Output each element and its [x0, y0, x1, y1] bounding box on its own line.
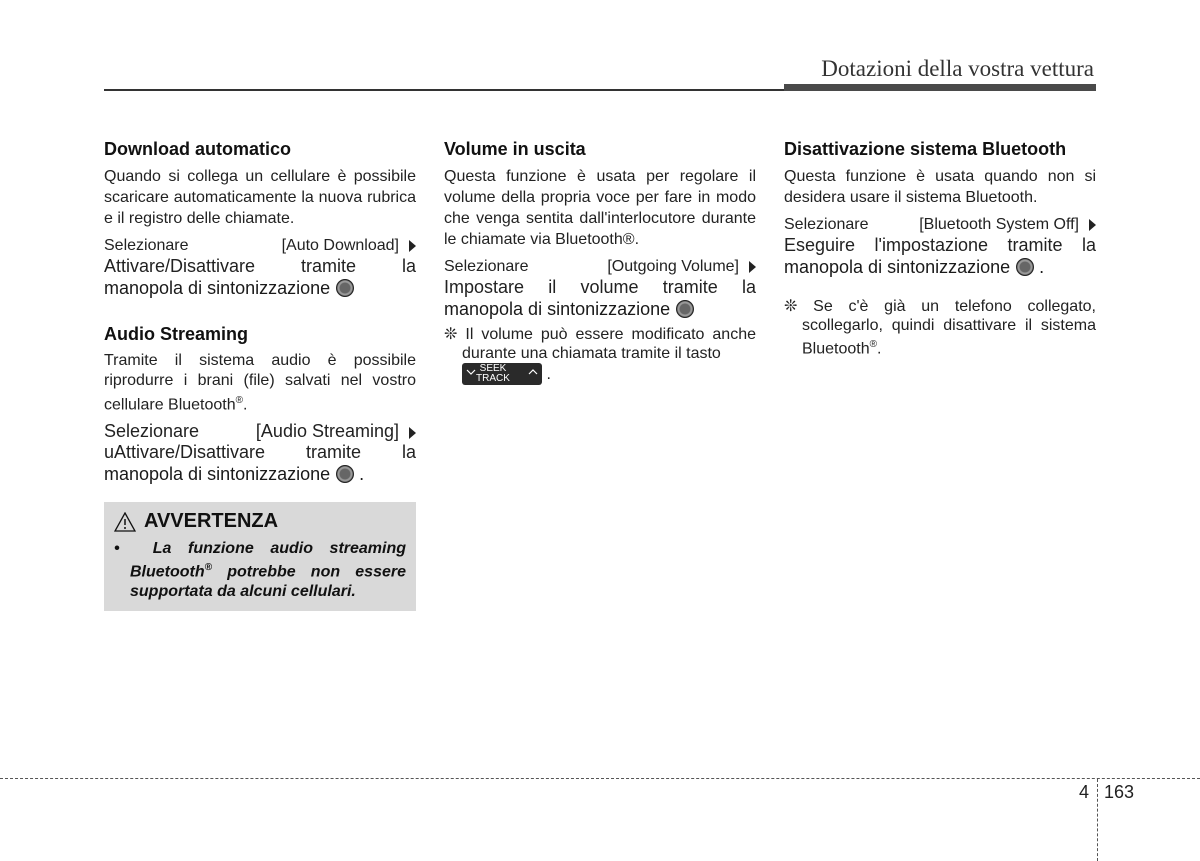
- audio-body-text: Tramite il sistema audio è possibile riprodurre i brani (file) salvati nel vostro cellulare Bluetooth: [104, 352, 416, 414]
- heading-download-automatico: Download automatico: [104, 139, 292, 159]
- tuning-knob-icon: [336, 465, 354, 483]
- period: .: [243, 396, 248, 414]
- warning-title: [114, 510, 406, 533]
- column-2: [444, 139, 756, 389]
- seek-track-button: [462, 363, 542, 385]
- registered-mark: ®: [869, 339, 877, 350]
- spacer: [104, 300, 416, 324]
- volume-action-line-2: [444, 298, 756, 321]
- download-action-line: [104, 256, 416, 277]
- action-end: .: [359, 464, 365, 485]
- note-mark: ❊: [444, 326, 458, 343]
- select-value: [Bluetooth System Off]: [919, 216, 1079, 233]
- heading-disattivazione-bluetooth: Disattivazione sistema Bluetooth: [784, 139, 1067, 159]
- action-text: manopola di sintonizzazione: [104, 464, 331, 485]
- action-text: manopola di sintonizzazione: [104, 278, 331, 298]
- action-word: Impostare: [444, 277, 525, 297]
- tuning-knob-icon: [676, 300, 694, 318]
- select-label: Selezionare: [104, 421, 200, 442]
- action-word: tramite: [1007, 235, 1063, 255]
- arrow-right-icon: [409, 240, 416, 252]
- note-end: .: [546, 366, 551, 383]
- heading-audio-streaming: Audio Streaming: [104, 324, 249, 344]
- action-word: la: [401, 256, 416, 276]
- volume-select-line: [444, 256, 756, 277]
- action-word: la: [1081, 235, 1096, 255]
- registered-mark: ®: [204, 562, 213, 574]
- note-mark: ❊: [784, 298, 798, 315]
- action-word: tramite: [301, 256, 357, 276]
- download-select-line: [104, 235, 416, 256]
- tuning-knob-icon: [1016, 258, 1034, 276]
- arrow-right-icon: [409, 427, 416, 439]
- bluetooth-note: [784, 297, 1096, 358]
- select-label: Selezionare: [444, 258, 529, 275]
- select-value-wrap: [919, 214, 1096, 235]
- action-word: uAttivare/Disattivare: [104, 442, 266, 463]
- select-value-wrap: [607, 256, 756, 277]
- registered-mark: ®: [235, 395, 244, 406]
- audio-action-line: [104, 442, 416, 463]
- header-rule-thin: [104, 89, 786, 91]
- select-label: Selezionare: [784, 216, 869, 233]
- chevron-up-icon: [528, 368, 538, 376]
- action-text: manopola di sintonizzazione: [444, 299, 671, 319]
- select-value: [Outgoing Volume]: [607, 258, 739, 275]
- audio-select-line: [104, 421, 416, 442]
- warning-triangle-icon: [114, 512, 136, 532]
- select-value: [Audio Streaming]: [255, 421, 399, 442]
- header-rule-thick: [784, 84, 1096, 91]
- select-label: Selezionare: [104, 237, 189, 254]
- track-label: TRACK: [476, 373, 510, 384]
- warning-text-2: potrebbe non essere supportata da alcuni cellulari.: [130, 563, 406, 600]
- action-word: la: [741, 277, 756, 297]
- select-value: [Auto Download]: [281, 237, 399, 254]
- note-text: Il volume può essere modificato anche durante una chiamata tramite il tasto: [462, 326, 756, 362]
- note-text: Se c'è già un telefono collegato, scollegarlo, quindi disattivare il sistema Bluetooth: [802, 298, 1096, 358]
- page-header-title: Dotazioni della vostra vettura: [821, 56, 1094, 81]
- column-1: [104, 139, 416, 611]
- action-word: Eseguire: [784, 235, 856, 255]
- column-3: [784, 139, 1096, 362]
- audio-action-line-2: [104, 463, 416, 486]
- chapter-number: 4: [1079, 782, 1090, 802]
- audio-body: [104, 351, 416, 415]
- volume-body: Questa funzione è usata per regolare il volume della propria voce per fare in modo che venga sentita dall'interlocutore durante le chiamate via Bluetooth®.: [444, 168, 756, 248]
- action-word: volume: [580, 277, 639, 297]
- action-word: la: [401, 442, 416, 463]
- footer-vertical-dashed-rule: [1097, 779, 1098, 861]
- arrow-right-icon: [749, 261, 756, 273]
- bluetooth-body: Questa funzione è usata quando non si desidera usare il sistema Bluetooth.: [784, 168, 1096, 206]
- action-word: il: [548, 277, 557, 297]
- action-text: manopola di sintonizzazione: [784, 257, 1011, 277]
- warning-title-text: AVVERTENZA: [144, 510, 279, 533]
- download-action-line-2: [104, 277, 416, 300]
- period: .: [876, 340, 882, 358]
- volume-action-line: [444, 277, 756, 298]
- bluetooth-action-line-2: [784, 256, 1096, 279]
- bullet: •: [114, 540, 120, 558]
- tuning-knob-icon: [336, 279, 354, 297]
- download-body: Quando si collega un cellulare è possibile scaricare automaticamente la nuova rubrica e il registro delle chiamate.: [104, 168, 416, 227]
- bluetooth-select-line: [784, 214, 1096, 235]
- arrow-right-icon: [1089, 219, 1096, 231]
- footer-dashed-rule: [0, 778, 1200, 779]
- seek-label: SEEK: [479, 363, 507, 374]
- warning-text-1: La funzione audio streaming Bluetooth: [130, 540, 407, 581]
- select-value-wrap: [256, 421, 416, 442]
- action-word: tramite: [306, 442, 362, 463]
- warning-text: [114, 539, 406, 600]
- select-value-wrap: [282, 235, 416, 256]
- action-word: l'impostazione: [874, 235, 989, 255]
- action-word: tramite: [662, 277, 718, 297]
- warning-box: [104, 502, 416, 610]
- action-word: Attivare/Disattivare: [104, 256, 256, 276]
- action-end: .: [1039, 257, 1045, 277]
- volume-note: [444, 325, 756, 385]
- heading-volume-in-uscita: Volume in uscita: [444, 139, 586, 159]
- bluetooth-action-line: [784, 235, 1096, 256]
- page-number: 163: [1104, 782, 1135, 802]
